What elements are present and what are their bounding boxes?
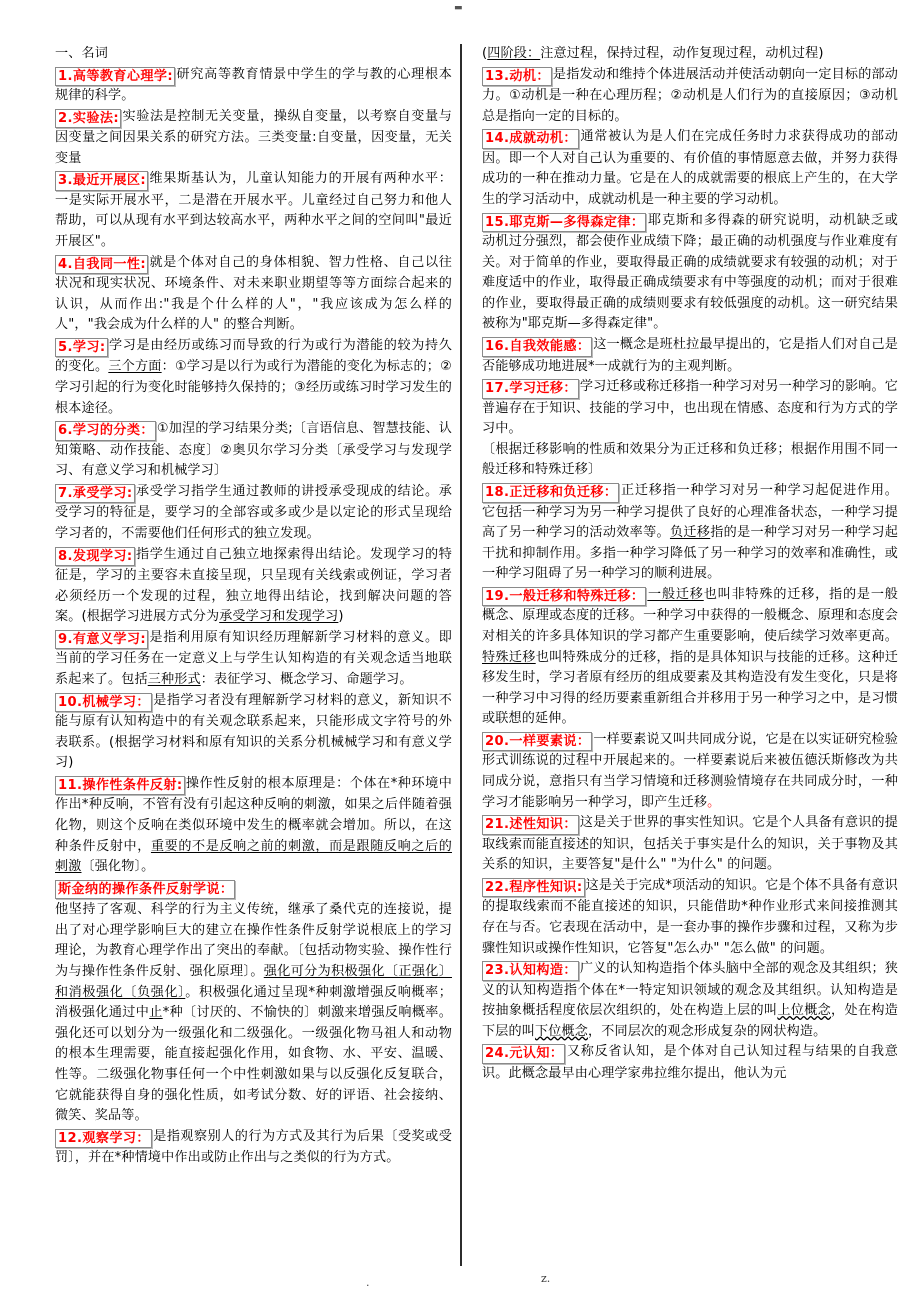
entry-underline: 重要的不是反响之前的刺激，而是跟随反响之后的刺激 <box>55 838 452 875</box>
entry-skinner-heading <box>55 878 452 901</box>
term-label: 斯金纳的操作条件反射学说： <box>55 880 235 900</box>
top-page-mark: ▬ <box>454 3 462 13</box>
entry-underline: 强化可分为积极强化〔正强化〕和消极强化〔负强化〕 <box>55 964 452 1000</box>
entry-body: 这一概念是班杜拉最早提出的，它是指人们对自己是否能够成功地进展*一成就行为的主观判断。 <box>482 337 898 374</box>
left-column <box>0 44 460 1274</box>
section-heading: 一、名词 <box>55 46 108 61</box>
entry-body: 这是关于世界的事实性知识。它是个人具备有意识的提取线索而能直接述的知识，包括关于事实是什么的知识，关于事物及其关系的知识，主要答复"是什么" "为什么" 的问题。 <box>482 815 898 873</box>
entry-8 <box>55 545 452 628</box>
entry-body: 是指学习者没有理解新学习材料的意义，新知识不能与原有认知构造中的有关观念联系起来，只能形成文字符号的外表联系。(根据学习材料和原有知识的关系分机械械学习和有意义学习) <box>55 692 452 771</box>
term-label: 9.有意义学习: <box>55 630 148 650</box>
term-label: 5.学习: <box>55 338 108 358</box>
term-label: 17.学习迁移： <box>482 379 579 399</box>
term-label: 7.承受学习: <box>55 484 135 504</box>
entry-body-mid: ，处在构造下层的叫 <box>482 1003 898 1039</box>
entry-11 <box>55 774 452 878</box>
entry-13 <box>482 65 898 128</box>
term-label: 20.一样要素说： <box>482 732 592 752</box>
term-label: 8.发现学习: <box>55 547 135 567</box>
entry-body: 耶克斯和多得森的研究说明，动机缺乏或动机过分强烈，都会使作业成绩下降；最正确的动机强度与作业难度有关。对于简单的作业，要取得最正确的成绩就要求有较强的动机；对于难度适中的作业，取得最正确成绩要求有中等强度的动机；而对于很难的作业，要取得最正确的成绩则要求有较低强度的动机。这一研究结果被称为"耶克斯—多得森定律"。 <box>482 212 898 332</box>
term-label: 2.实验法: <box>55 109 121 129</box>
entry-9 <box>55 628 452 691</box>
term-label: 13.动机： <box>482 67 552 87</box>
entry-body: 学习迁移或称迁移指一种学习对另一种学习的影响。它普遍存在于知识、技能的学习中，也出现在情感、态度和行为方式的学习中。 <box>482 379 898 437</box>
right-column <box>460 44 920 1266</box>
entry-2 <box>55 107 452 170</box>
two-column-body <box>0 44 920 1274</box>
entry-body: 承受学习指学生通过教师的讲授承受现成的结论。承受学习的特征是，要学习的全部容或多或少是以定论的形式呈现给学习者的，不需要他们任何形式的独立发现。 <box>55 483 452 541</box>
entry-17 <box>482 377 898 440</box>
entry-4 <box>55 253 452 336</box>
entry-body-pre: 他坚持了客观、科学的行为主义传统，继承了桑代克的连接说，提出了对心理学影响巨大的建立在操作性条件反射学说根底上的学习理论，为教育心理学作出了突出的奉献。〔包括动物实验、操作性行为与操作性条件反射、强化原理〕。 <box>55 902 452 979</box>
entry-body-post-red: 。 <box>707 794 721 810</box>
term-label: 11.操作性条件反射: <box>55 776 185 796</box>
entry-5 <box>55 336 452 419</box>
entry-body-pre: 也叫非特殊的迁移，指的是一般概念、原理或态度的迁移。一种学习中获得的一般概念、原理和态度会对相关的许多具体知识的学习都产生重要影响，使后续学习效率更高。 <box>482 586 898 644</box>
entry-body: 是指观察别人的行为方式及其行为后果〔受奖或受罚〕，并在*种情境中作出或防止作出与之类似的行为方式。 <box>55 1128 452 1166</box>
entry-3 <box>55 169 452 252</box>
entry-body: 这是关于完成*项活动的知识。它是个体不具备有意识的提取线索而不能直接述的知识，只能借助*种作业形式来间接推测其存在与否。它表现在活动中，是一套办事的操作步骤和过程，又称为步骤性知识或操作性知识，它答复"怎么办" "怎么做" 的问题。 <box>482 877 898 956</box>
entry-6 <box>55 419 452 482</box>
lead-open-paren: ( <box>482 46 488 61</box>
footer-left-mark: . <box>366 1276 370 1289</box>
entry-body-pre: 一样要素说又叫共同成分说，它是在以实证研究检验形式训练说的过程中开展起来的。一样要素说后来被伍德沃斯修改为共同成分说，意指只有当学习情境和迁移测验情境存在共同成分时，一种学习才能影响另一种学习，即产生迁移 <box>482 731 898 810</box>
term-label: 23.认知构造： <box>482 961 579 981</box>
entry-14 <box>482 127 898 210</box>
entry-body: ①加涅的学习结果分类;〔言语信息、智慧技能、认知策略、动作技能、态度〕②奥贝尔学习分类〔承受学习与发现学习、有意义学习和机械学习〕 <box>55 421 452 479</box>
entry-19 <box>482 585 898 730</box>
entry-body: 就是个体对自己的身体相貌、智力性格、自己以往状况和现实状况、环境条件、对未来职业期望等等方面综合起来的认识，从而作出:"我是个什么样的人"，"我应该成为怎么样的人"，"我会成为什么样的人" 的整合判断。 <box>55 254 452 333</box>
term-label: 22.程序性知识: <box>482 878 585 898</box>
entry-body: 研究高等教育情景中学生的学与教的心理根本规律的科学。 <box>55 66 452 104</box>
entry-body-post: 指的是一种学习对另一种学习起干扰和抑制作用。多指一种学习降低了另一种学习的效率和准确性，或一种学习阻碍了另一种学习的顺利进展。 <box>482 525 898 582</box>
entry-body: 实验法是控制无关变量，操纵自变量，以考察自变量与因变量之间因果关系的研究方法。三类变量:自变量，因变量，无关变量 <box>55 108 452 166</box>
entry-10 <box>55 691 452 774</box>
term-label: 21.述性知识： <box>482 815 579 835</box>
entry-underline: 承受学习和发现学习 <box>219 609 339 625</box>
entry-21 <box>482 813 898 876</box>
entry-body-pre: 学习是由经历或练习而导致的行为或行为潜能的较为持久的变化。 <box>55 337 452 375</box>
term-label: 24.元认知： <box>482 1044 565 1064</box>
entry-body: 通常被认为是人们在完成任务时力求获得成功的部动因。即一个人对自己认为重要的、有价值的事情愿意去做，并努力获得成功的一种在推动力量。它是在人的成就需要的根底上产生的，在大学生的学习活动中，成就动机是一种主要的学习动机。 <box>482 129 898 207</box>
entry-skinner-body <box>55 900 452 1127</box>
entry-underline: 特殊迁移 <box>482 649 536 665</box>
term-label: 1.高等教育心理学: <box>55 67 175 87</box>
entry-body: 是指发动和维持个体进展活动并使活动朝向一定目标的部动力。①动机是一种在心理历程；②动机是人们行为的直接原因；③动机总是指向一定的目标的。 <box>482 66 898 124</box>
entry-underline-wavy: 上位概念 <box>777 1003 832 1019</box>
term-label: 12.观察学习： <box>55 1129 152 1149</box>
entry-body-post: ：①学习是以行为或行为潜能的变化为标志的；②学习引起的行为变化时能够持久保持的；③经历或练习时学习发生的根本途径。 <box>55 359 452 416</box>
entry-body-post: 〔强化物〕。 <box>81 859 155 875</box>
entry-body-post: ，不同层次的观念形成复杂的网状构造。 <box>587 1023 827 1039</box>
entry-body-pre: 指学生通过自己独立地探索得出结论。发现学习的特征是，学习的主要容未直接呈现，只呈现有关线索或例证，学习者必须经历一个发现的过程，独立地得出结论，找到解决问题的答案。(根据学习进展方式分为 <box>55 546 452 625</box>
term-label: 16.自我效能感： <box>482 337 592 357</box>
entry-note-transfer-types: 〔根据迁移影响的性质和效果分为正迁移和负迁移；根据作用围不同一般迁移和特殊迁移〕 <box>482 441 898 478</box>
entry-18 <box>482 481 898 585</box>
page-footer <box>0 1272 920 1292</box>
entry-body-pre: 是指利用原有知识经历理解新学习材料的意义。即当前的学习任务在一定意义上与学生认知构造的有关观念适当地联系起来了。包括 <box>55 629 452 687</box>
term-label: 3.最近开展区: <box>55 171 148 191</box>
entry-underline: 三个方面 <box>108 359 162 375</box>
entry-15 <box>482 211 898 335</box>
entry-underline-lead: 一般迁移 <box>647 586 704 602</box>
entry-body-post: ：表征学习、概念学习、命题学习。 <box>200 671 413 687</box>
term-label: 19.一般迁移和特殊迁移： <box>482 587 646 607</box>
entry-body-post: 也叫特殊成分的迁移，指的是具体知识与技能的迁移。这种迁移发生时，学习者原有经历的组成要素及其构造没有发生变化，只是将一种学习中习得的经历要素重新组合并移用于另一种学习之中，是习惯或联想的延伸。 <box>482 649 898 727</box>
entry-body-post: *种〔讨厌的、不愉快的〕刺激来增强反响概率。强化还可以划分为一级强化和二级强化。一级强化物马祖人和动物的根本生理需要，能直接起强化作用，如食物、水、平安、温暖、性等。二级强化物事任何一个中性刺激如果与以反强化反复联合，它就能获得自身的强化性质，如考试分数、好的评语、社会接纳、微笑、奖品等。 <box>55 1005 452 1124</box>
entry-24 <box>482 1042 898 1084</box>
entry-20 <box>482 730 898 813</box>
entry-23 <box>482 959 898 1042</box>
entry-underline: 三种形式 <box>147 671 201 687</box>
entry-body-pre: 正迁移指一种学习对另一种学习起促进作用。它包括一种学习为另一种学习提供了良好的心理准备状态，一种学习提高了另一种学习的活动效率等。 <box>482 483 898 541</box>
term-label: 18.正迁移和负迁移： <box>482 483 619 503</box>
entry-underline-2: 止 <box>149 1005 163 1021</box>
entry-7 <box>55 482 452 545</box>
entry-16 <box>482 335 898 377</box>
term-label: 15.耶克斯—多得森定律： <box>482 213 646 233</box>
term-label: 6.学习的分类： <box>55 421 156 441</box>
entry-body: 维果斯基认为，儿童认知能力的开展有两种水平：一是实际开展水平，二是潜在开展水平。儿童经过自己努力和他人帮助，可以从现有水平到达较高水平，两种水平之间的空间叫"最近开展区"。 <box>55 171 452 250</box>
footer-right-mark: z. <box>541 1272 551 1285</box>
entry-body-pre: 广义的认知构造指个体头脑中全部的观念及其组织；狭义的认知构造指个体在*一特定知识领域的观念及其组织。认知构造是按抽象概括程度依层次组织的，处在构造上层的叫 <box>482 961 898 1019</box>
lead-line <box>482 44 898 65</box>
entry-22 <box>482 876 898 959</box>
entry-body: 又称反省认知，是个体对自己认知过程与结果的自我意识。此概念最早由心理学家弗拉维尔提出，他认为元 <box>482 1044 898 1081</box>
entry-body-mid: 。积极强化通过呈现*种刺激增强反响概率；消极强化通过中 <box>55 984 452 1021</box>
entry-1 <box>55 65 452 107</box>
entry-underline-wavy-2: 下位概念 <box>534 1023 588 1039</box>
entry-body-pre: 操作性反射的根本原理是：个体在*种环境中作出*种反响，不管有没有引起这种反响的刺激，如果之后伴随着强化物，则这个反响在类似环境中发生的概率就会增加。所以，在这种条件反射中， <box>55 775 452 854</box>
entry-body-post: ) <box>338 609 344 625</box>
term-label: 4.自我同一性: <box>55 255 148 275</box>
term-label: 10.机械学习： <box>55 693 152 713</box>
term-label: 14.成就动机： <box>482 129 579 149</box>
lead-rest: 注意过程，保持过程，动作复现过程，动机过程) <box>540 46 824 61</box>
entry-12 <box>55 1127 452 1169</box>
lead-underline: 四阶段： <box>487 46 541 61</box>
entry-underline: 负迁移 <box>669 525 711 541</box>
